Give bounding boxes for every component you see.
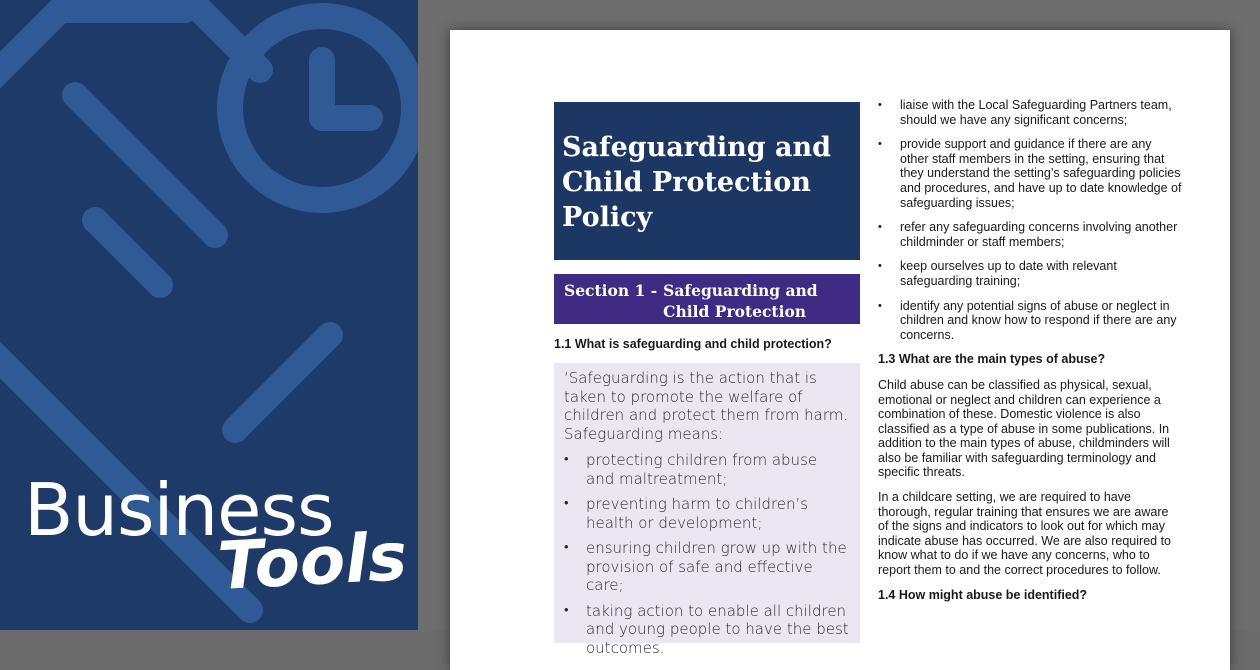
list-item: • liaise with the Local Safeguarding Partners team, should we have any significant concerns; bbox=[878, 98, 1182, 127]
subheading-1-3: 1.3 What are the main types of abuse? bbox=[878, 352, 1106, 367]
list-item: • identify any potential signs of abuse or neglect in children and know how to respond if there are any concerns. bbox=[878, 299, 1182, 343]
section-header bbox=[554, 274, 860, 324]
quote-intro: ‘Safeguarding is the action that is taken to promote the welfare of children and protect them from harm. Safeguarding means: bbox=[564, 369, 849, 443]
subheading-1-1: 1.1 What is safeguarding and child protection? bbox=[554, 337, 832, 351]
paragraph-training: In a childcare setting, we are required to have thorough, regular training that ensures we are aware of the signs and indicators to look out for which may indicate abuse has occurred. We are also required to know what to do if we have any concerns, who to report them to and the correct procedures to follow. bbox=[878, 490, 1171, 578]
document-preview-area bbox=[418, 0, 1260, 657]
brand-tools-text: Tools bbox=[215, 518, 409, 605]
list-item: • refer any safeguarding concerns involving another childminder or staff members; bbox=[878, 220, 1182, 249]
policy-title: Safeguarding and Child Protection Policy bbox=[554, 102, 860, 260]
responsibilities-list bbox=[878, 98, 1182, 342]
subheading-1-4: 1.4 How might abuse be identified? bbox=[878, 587, 1088, 602]
right-column bbox=[878, 98, 1182, 613]
left-column bbox=[554, 102, 860, 657]
document-page bbox=[450, 30, 1230, 670]
section-number: Section 1 - bbox=[564, 281, 658, 300]
quote-list bbox=[564, 451, 850, 657]
section-title: Safeguarding and Child Protection bbox=[663, 281, 818, 321]
list-item: • protecting children from abuse and maltreatment; bbox=[564, 451, 850, 488]
definition-quote bbox=[554, 363, 860, 657]
list-item: • provide support and guidance if there are any other staff members in the setting, ensuring that they understand the setting’s safeguarding policies and procedures, and have up to date knowledge of safeguarding issues; bbox=[878, 137, 1182, 210]
brand-business-text: Business bbox=[24, 468, 334, 552]
paragraph-abuse-types: Child abuse can be classified as physical, sexual, emotional or neglect and children can experience a combination of these. Domestic violence is also classified as a type of abuse in some publications. In addition to the main types of abuse, childminders will also be familiar with safeguarding terminology and specific threats. bbox=[878, 377, 1170, 480]
brand-panel bbox=[0, 0, 418, 630]
list-item: • taking action to enable all children and young people to have the best outcomes. bbox=[564, 602, 850, 658]
list-item: • preventing harm to children’s health or development; bbox=[564, 495, 850, 532]
list-item: • ensuring children grow up with the provision of safe and effective care; bbox=[564, 539, 850, 595]
list-item: • keep ourselves up to date with relevant safeguarding training; bbox=[878, 259, 1182, 288]
